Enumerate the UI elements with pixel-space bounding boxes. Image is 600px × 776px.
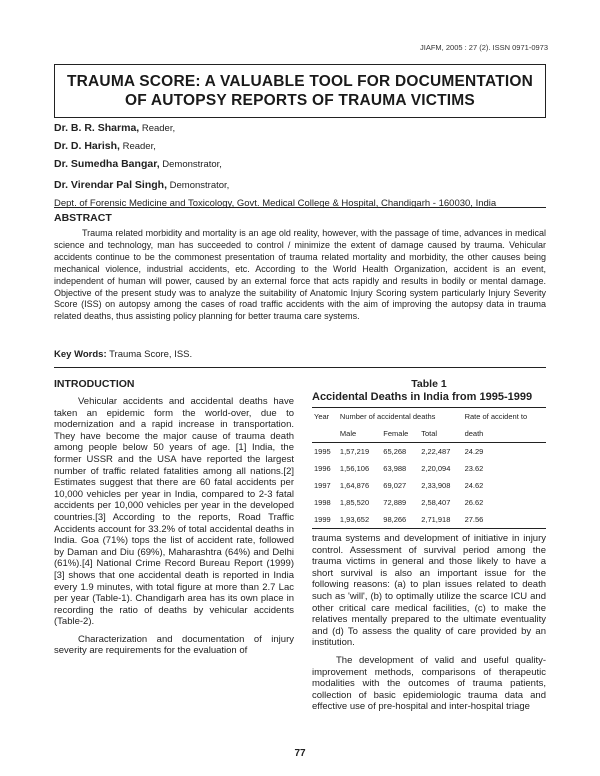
table-cell: 1,85,520 (339, 498, 370, 507)
left-column (54, 378, 294, 663)
table-cell: 69,027 (383, 481, 407, 490)
table-header-cell: death (463, 425, 546, 443)
table-header-row (312, 425, 546, 443)
table-cell: 1996 (314, 464, 331, 473)
keywords-label: Key Words: (54, 349, 107, 360)
table-cell: 1,57,219 (339, 447, 370, 456)
journal-reference: JIAFM, 2005 : 27 (2). ISSN 0971-0973 (420, 43, 548, 52)
author-1 (54, 122, 546, 135)
table-row (312, 443, 546, 461)
table-cell: 1,56,106 (339, 464, 370, 473)
author-name: Dr. D. Harish, (54, 140, 120, 152)
table-header-cell: Male (338, 425, 381, 443)
table-header-cell: Year (312, 408, 338, 426)
table-caption: Accidental Deaths in India from 1995-1999 (312, 391, 533, 403)
author-role: Demonstrator, (167, 180, 230, 191)
table-header-cell: Female (381, 425, 419, 443)
keywords (54, 349, 192, 360)
table-cell: 2,33,908 (421, 481, 451, 490)
author-name: Dr. Sumedha Bangar, (54, 158, 160, 170)
author-name: Dr. B. R. Sharma, (54, 122, 140, 134)
table-cell: 27.56 (463, 511, 546, 529)
table-cell: 26.62 (464, 498, 484, 507)
author-role: Reader, (139, 123, 176, 134)
table-cell: 1999 (312, 511, 338, 529)
divider-rule (54, 367, 546, 368)
table-cell: 98,266 (381, 511, 419, 529)
divider-rule (54, 207, 546, 208)
table-cell: 63,988 (383, 464, 407, 473)
department-affiliation: Dept. of Forensic Medicine and Toxicology, Govt. Medical College & Hospital, Chandigarh - 160030, India (54, 198, 497, 209)
abstract-text: Trauma related morbidity and mortality is an age old reality, however, with the passage of time, advances in medical science and technology, man has succeeded to control / minimize the extent of damage caused by trauma. Vehicular accidents continue to be the commonest presentation of trauma related mortality and morbidity, the other causes being mechanical violence, industrial accidents, etc. According to the World Health Organization, accident is an event, independent of human will power, caused by an external force that acts rapidly and results in bodily or mental damage. Objective of the present study was to analyze the suitability of Anatomic Injury Scoring system particularly Injury Severity Score (ISS) on autopsy among the cases of road traffic accidents with the aim of improving the autopsy data in trauma related deaths, thus assisting policy planning for better trauma care systems. (54, 228, 546, 322)
table-row (312, 477, 546, 494)
author-role: Demonstrator, (159, 159, 222, 170)
table-cell: 2,22,487 (421, 447, 451, 456)
table-cell: 1997 (314, 481, 331, 490)
table-cell: 1998 (314, 498, 331, 507)
introduction-paragraph-1: Vehicular accidents and accidental deaths have taken an epidemic form the world-over, due to modernization and a rapid increase in transportation. They have become the major cause of trauma death among people below 50 years of age. [1] India, the former USSR and the USA have reported the largest number of traffic related fatalities among all nations.[2] Estimates suggest that there are 60 fatal accidents per 10,000 vehicles per year in India, compared to 2-3 fatal accidents per 10,000 vehicles per year in the developed countries.[3] According to the reports, Road Traffic Accidents account for 33.2% of total accidental deaths in India. Goa (71%) tops the list of accident rate, followed by Daman and Diu (69%), Maharashtra (64%) and Delhi (61%).[4] National Crime Record Bureau Report (1999)[3] shows that one accidental death is reported in India every 1.9 minutes, with total figure at more than 2.7 Lac per year (Table-1). Chandigarh area has its own place in recording the ratio of deaths by vehicular accidents (Table-2). (54, 396, 294, 628)
table-cell: 24.29 (464, 447, 484, 456)
author-name: Dr. Virendar Pal Singh, (54, 179, 168, 191)
accidental-deaths-table (312, 407, 546, 529)
table-cell: 2,71,918 (419, 511, 462, 529)
table-header-cell: Number of accidental deaths (338, 408, 463, 426)
table-cell: 65,268 (383, 447, 407, 456)
body-paragraph: The development of valid and useful quality-improvement methods, comparisons of therapeutic modalities with the outcomes of trauma patients, collection of basic epidemiologic trauma data and effective use of pre-hospital and inter-hospital triage (312, 654, 546, 713)
table-cell: 2,20,094 (421, 464, 451, 473)
table-cell: 1,64,876 (339, 481, 370, 490)
abstract-heading: ABSTRACT (54, 212, 112, 224)
body-paragraph-continued: trauma systems and development of initiative in injury control. Assessment of survival period among the trauma victims in general and those likely to have a short survival is also an important issue for the following reasons: (a) to plan issues related to death such as 'will', (b) to optimally utilize the scarce ICU and other critical care medical facilities, (c) to make the relatives mentally prepared to the ultimate eventuality and (d) To assess the quality of care provided by an institution. (312, 533, 546, 649)
table-cell: 1995 (314, 447, 331, 456)
author-role: Reader, (119, 141, 156, 152)
table-row (312, 511, 546, 529)
introduction-paragraph-2: Characterization and documentation of injury severity are requirements for the evaluation of (54, 633, 294, 657)
table-row (312, 460, 546, 477)
table-row (312, 494, 546, 511)
keywords-value: Trauma Score, ISS. (106, 349, 193, 360)
title-box (54, 64, 546, 118)
author-3 (54, 158, 546, 171)
author-list (54, 122, 546, 210)
right-column-text (312, 533, 546, 713)
table-cell: 24.62 (464, 481, 484, 490)
table-header-row (312, 408, 546, 426)
author-4 (54, 179, 546, 192)
table-label: Table 1 (411, 378, 447, 390)
title-line-2: OF AUTOPSY REPORTS OF TRAUMA VICTIMS (125, 92, 475, 109)
table-header-cell: Total (419, 425, 462, 443)
table-cell: 2,58,407 (421, 498, 451, 507)
table-cell: 23.62 (464, 464, 484, 473)
title-line-1: TRAUMA SCORE: A VALUABLE TOOL FOR DOCUMENTATION (66, 73, 534, 90)
right-column (312, 378, 546, 719)
table-cell: 72,889 (383, 498, 407, 507)
introduction-heading: INTRODUCTION (54, 378, 135, 390)
page-number: 77 (294, 748, 306, 759)
author-2 (54, 140, 546, 153)
table-header-cell: Rate of accident to (463, 408, 546, 426)
table-cell: 1,93,652 (338, 511, 381, 529)
